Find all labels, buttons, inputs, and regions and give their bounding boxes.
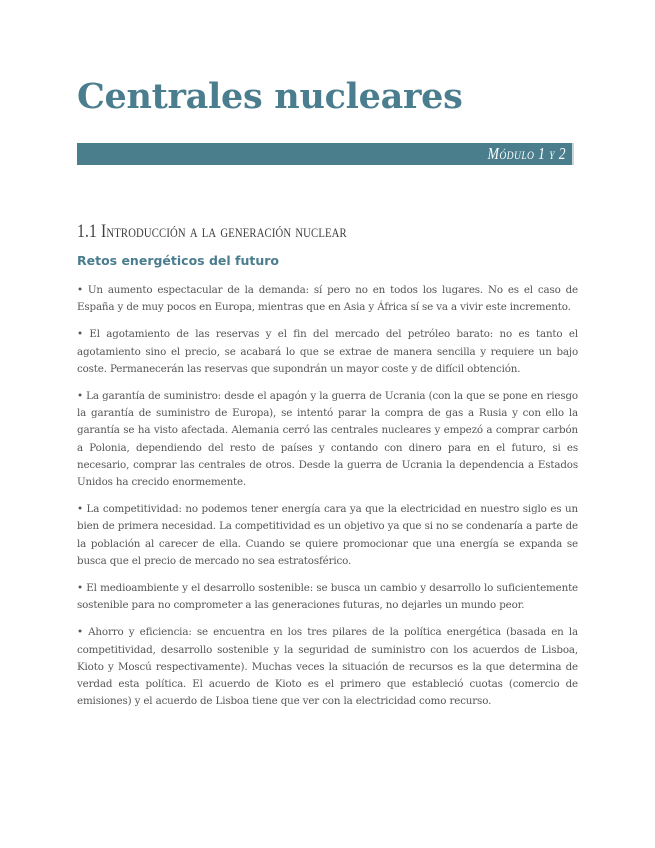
paragraph-reserves: • El agotamiento de las reservas y el fin del mercado del petróleo barato: no es tanto el agotamiento sino el precio, se acabará lo que se extrae de manera sencilla y requiere un bajo coste. Permanecerán las reservas que supondrán un mayor coste y de difícil obtención.	[77, 328, 578, 375]
section-heading: 1.1 Introducción a la generación nuclear	[77, 221, 347, 242]
paragraph-competitiveness: • La competitividad: no podemos tener energía cara ya que la electricidad en nuestro siglo es un bien de primera necesidad. La competitividad es un objetivo ya que si no se condenaría a parte de la población al carecer de ella. Cuando se quiere promocionar que una energía se expanda se busca que el precio de mercado no sea estratosférico.	[77, 503, 578, 567]
paragraph-supply-guarantee: • La garantía de suministro: desde el apagón y la guerra de Ucrania (con la que se pone en riesgo la garantía de suministro de Europa), se intentó parar la compra de gas a Rusia y con ello la garantía se ha visto afectada. Alemania cerró las centrales nucleares y empezó a comprar carbón a Polonia, dependiendo del resto de países y contando con dinero para en el futuro, si es necesario, comprar las centrales de otros. Desde la guerra de Ucrania la dependencia a Estados Unidos ha crecido enormemente.	[77, 390, 578, 489]
body-text	[77, 282, 578, 720]
module-banner	[77, 143, 574, 165]
page-title: Centrales nucleares	[77, 76, 463, 117]
paragraph-demand: • Un aumento espectacular de la demanda: sí pero no en todos los lugares. No es el caso de España y de muy pocos en Europa, mientras que en Asia y África sí se va a vivir este incremento.	[77, 284, 578, 314]
paragraph-efficiency: • Ahorro y eficiencia: se encuentra en los tres pilares de la política energética (basada en la competitividad, desarrollo sostenible y la seguridad de suministro con los acuerdos de Lisboa, Kioto y Moscú respectivamente). Muchas veces la situación de recursos es la que determina de verdad esta política. El acuerdo de Kioto es el primero que estableció cuotas (comercio de emisiones) y el acuerdo de Lisboa tiene que ver con la electricidad como recurso.	[77, 626, 578, 708]
paragraph-environment: • El medioambiente y el desarrollo sostenible: se busca un cambio y desarrollo lo suficientemente sostenible para no comprometer a las generaciones futuras, no dejarles un mundo peor.	[77, 582, 578, 612]
module-label: Módulo 1 y 2	[487, 144, 566, 163]
subheading: Retos energéticos del futuro	[77, 253, 279, 268]
